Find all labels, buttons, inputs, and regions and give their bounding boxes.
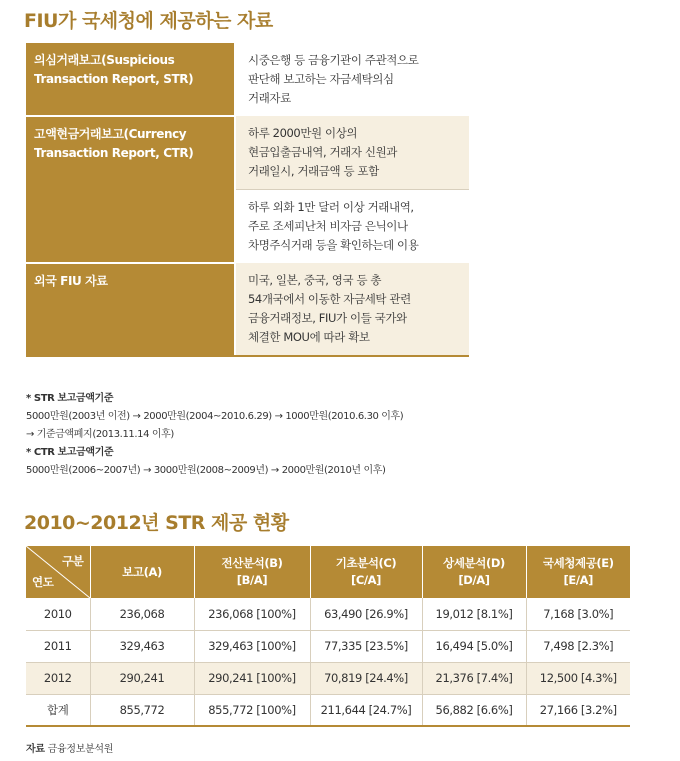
info-row-foreign-fiu <box>26 263 469 356</box>
info-head-line: 고액현금거래보고(Currency <box>34 127 187 141</box>
cell-computer-analysis: 290,241 [100%] <box>194 662 310 694</box>
table-header-row <box>26 546 630 598</box>
desc-line: 54개국에서 이동한 자금세탁 관련 <box>248 292 411 306</box>
info-row-ctr <box>26 116 469 190</box>
header-report <box>90 546 194 598</box>
corner-header <box>26 546 90 598</box>
source-text: 금융정보분석원 <box>47 744 114 755</box>
cell-computer-analysis: 329,463 [100%] <box>194 630 310 662</box>
info-desc-str <box>235 43 469 116</box>
info-head-line: 외국 FIU 자료 <box>34 274 108 288</box>
info-head-str <box>26 43 235 116</box>
note-ctr-heading: * CTR 보고금액기준 <box>26 447 114 458</box>
note-ctr-line: 5000만원(2006~2007년) → 3000만원(2008~2009년) → 2000만원(2010년 이후) <box>26 465 386 476</box>
cell-year: 합계 <box>26 694 90 726</box>
corner-label-category: 구분 <box>62 554 84 568</box>
table-row <box>26 630 630 662</box>
cell-basic-analysis: 70,819 [24.4%] <box>310 662 422 694</box>
cell-report: 290,241 <box>90 662 194 694</box>
desc-line: 하루 외화 1만 달러 이상 거래내역, <box>248 200 414 214</box>
desc-line: 현금입출금내역, 거래자 신원과 <box>248 145 397 159</box>
header-basic-analysis <box>310 546 422 598</box>
note-str-line: → 기준금액폐지(2013.11.14 이후) <box>26 429 174 440</box>
cell-basic-analysis: 63,490 [26.9%] <box>310 598 422 630</box>
info-desc-ctr-cash <box>235 116 469 190</box>
header-detailed-analysis <box>422 546 526 598</box>
cell-computer-analysis: 855,772 [100%] <box>194 694 310 726</box>
cell-detailed-analysis: 16,494 [5.0%] <box>422 630 526 662</box>
cell-nts-provided: 12,500 [4.3%] <box>526 662 630 694</box>
cell-detailed-analysis: 21,376 [7.4%] <box>422 662 526 694</box>
cell-report: 855,772 <box>90 694 194 726</box>
header-label: 상세분석(D) <box>443 556 505 570</box>
str-status-table <box>26 546 630 727</box>
cell-nts-provided: 27,166 [3.2%] <box>526 694 630 726</box>
desc-line: 시중은행 등 금융기관이 주관적으로 <box>248 53 419 67</box>
header-label: 전산분석(B) <box>221 556 283 570</box>
fiu-data-table <box>26 43 469 357</box>
table-row-total <box>26 694 630 726</box>
desc-line: 주로 조세피난처 비자금 은닉이나 <box>248 219 408 233</box>
table-row <box>26 598 630 630</box>
desc-line: 거래일시, 거래금액 등 포함 <box>248 164 379 178</box>
header-label: 보고(A) <box>122 564 162 579</box>
info-head-line: 의심거래보고(Suspicious <box>34 53 175 67</box>
info-desc-foreign-fiu <box>235 263 469 356</box>
note-str-line: 5000만원(2003년 이전) → 2000만원(2004~2010.6.29) → 1000만원(2010.6.30 이후) <box>26 411 404 422</box>
desc-line: 차명주식거래 등을 확인하는데 이용 <box>248 238 419 252</box>
section-title-str-status: 2010~2012년 STR 제공 현황 <box>24 512 289 534</box>
cell-nts-provided: 7,168 [3.0%] <box>526 598 630 630</box>
info-head-line: Transaction Report, CTR) <box>34 146 194 160</box>
desc-line: 판단해 보고하는 자금세탁의심 <box>248 72 394 86</box>
source-note <box>26 740 113 755</box>
header-ratio: [D/A] <box>458 573 490 587</box>
desc-line: 하루 2000만원 이상의 <box>248 126 358 140</box>
desc-line: 거래자료 <box>248 91 291 105</box>
cell-year: 2011 <box>26 630 90 662</box>
cell-basic-analysis: 77,335 [23.5%] <box>310 630 422 662</box>
cell-nts-provided: 7,498 [2.3%] <box>526 630 630 662</box>
footnotes <box>26 390 486 480</box>
header-label: 기초분석(C) <box>335 556 397 570</box>
note-str-heading: * STR 보고금액기준 <box>26 393 114 404</box>
cell-year: 2010 <box>26 598 90 630</box>
corner-label-year: 연도 <box>32 575 54 589</box>
info-head-foreign-fiu <box>26 263 235 356</box>
cell-detailed-analysis: 56,882 [6.6%] <box>422 694 526 726</box>
desc-line: 체결한 MOU에 따라 확보 <box>248 330 370 344</box>
header-ratio: [E/A] <box>563 573 593 587</box>
cell-report: 329,463 <box>90 630 194 662</box>
cell-year: 2012 <box>26 662 90 694</box>
desc-line: 미국, 일본, 중국, 영국 등 총 <box>248 273 382 287</box>
cell-report: 236,068 <box>90 598 194 630</box>
info-row-str <box>26 43 469 116</box>
header-nts-provided <box>526 546 630 598</box>
cell-computer-analysis: 236,068 [100%] <box>194 598 310 630</box>
info-head-line: Transaction Report, STR) <box>34 72 194 86</box>
desc-line: 금융거래정보, FIU가 이들 국가와 <box>248 311 407 325</box>
info-desc-ctr-foreign <box>235 190 469 264</box>
header-ratio: [B/A] <box>236 573 268 587</box>
cell-detailed-analysis: 19,012 [8.1%] <box>422 598 526 630</box>
table-row <box>26 662 630 694</box>
header-label: 국세청제공(E) <box>542 556 614 570</box>
info-head-ctr <box>26 116 235 263</box>
section-title-fiu-data: FIU가 국세청에 제공하는 자료 <box>24 10 273 32</box>
header-ratio: [C/A] <box>350 573 382 587</box>
header-computer-analysis <box>194 546 310 598</box>
cell-basic-analysis: 211,644 [24.7%] <box>310 694 422 726</box>
source-label: 자료 <box>26 744 45 755</box>
